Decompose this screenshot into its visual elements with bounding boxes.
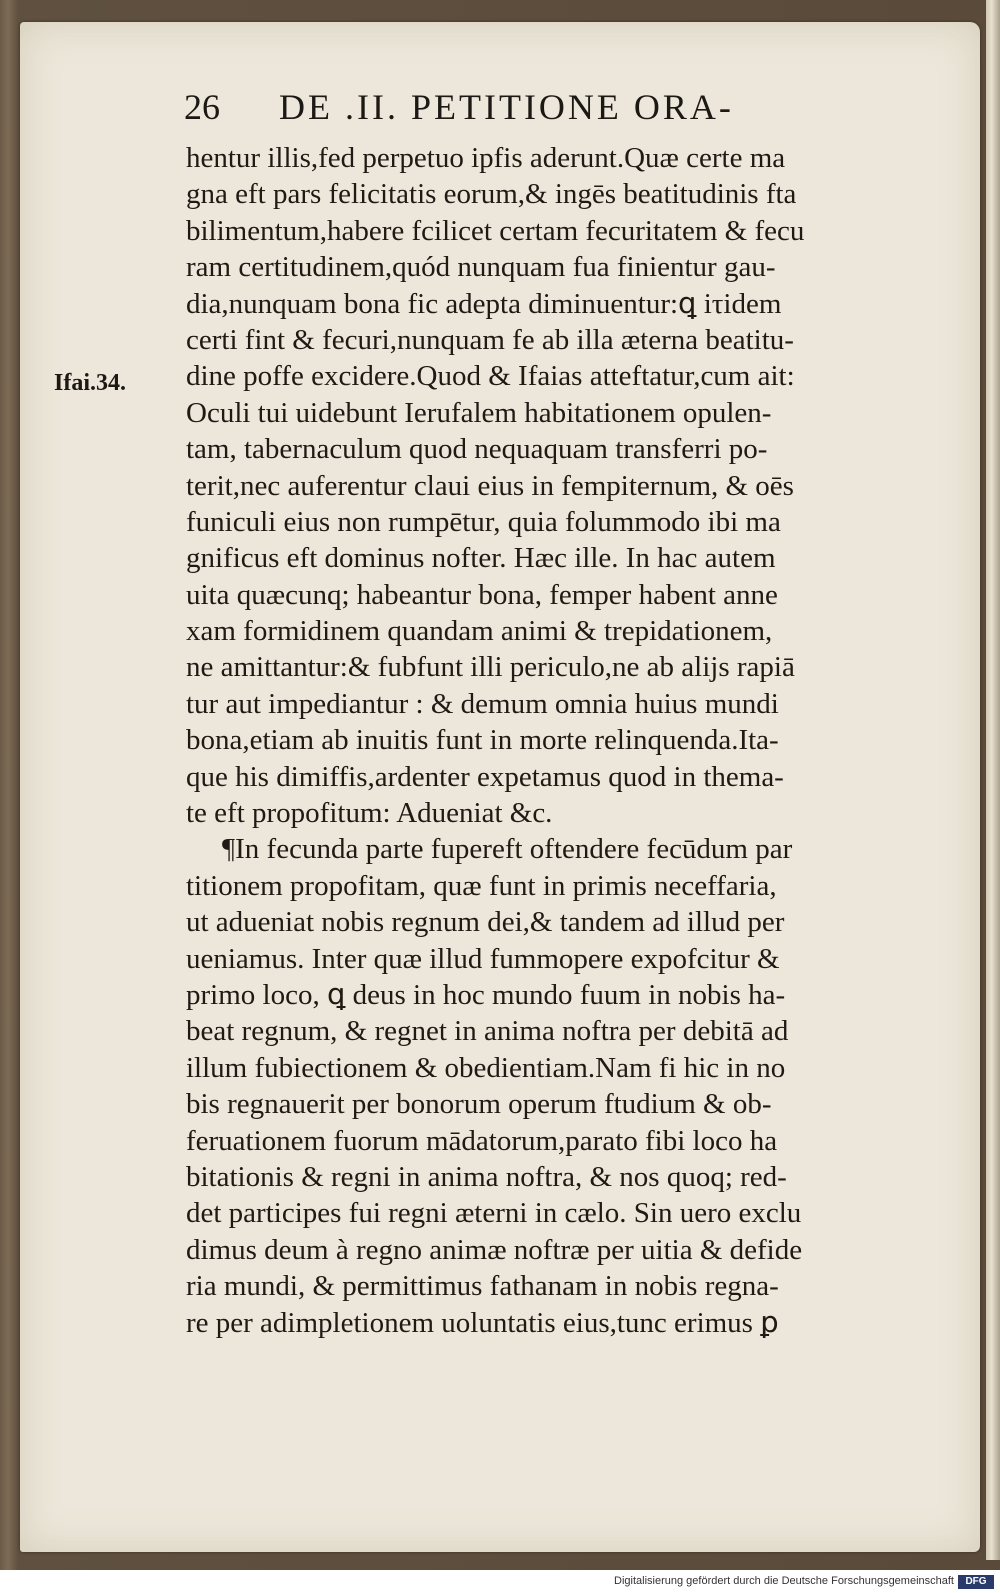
text-line: dine poffe excidere.Quod & Ifaias atteftatur,cum ait: — [186, 360, 795, 393]
text-line: ne amittantur:& fubfunt illi periculo,ne ab alijs rapiā — [186, 651, 795, 684]
text-line: bona,etiam ab inuitis funt in morte relinquenda.Ita- — [186, 724, 779, 757]
dfg-logo: DFG — [958, 1575, 994, 1589]
running-header — [184, 86, 824, 128]
text-line: uita quæcunq; habeantur bona, femper habent anne — [186, 578, 778, 611]
text-line: dia,nunquam bona fic adepta diminuentur:ꝗ iτidem — [186, 287, 782, 320]
text-line: illum fubiectionem & obedientiam.Nam fi hic in no — [186, 1051, 786, 1084]
text-line: xam formidinem quandam animi & trepidationem, — [186, 615, 773, 648]
text-line: titionem propofitam, quæ funt in primis neceffaria, — [186, 869, 777, 902]
text-line: ueniamus. Inter quæ illud fummopere expofcitur & — [186, 942, 780, 975]
text-line: feruationem fuorum mādatorum,parato fibi loco ha — [186, 1124, 778, 1157]
text-line: certi fint & fecuri,nunquam fe ab illa æterna beatitu- — [186, 323, 794, 356]
body-text — [186, 140, 906, 1341]
page-edge — [986, 0, 1000, 1560]
text-line: que his dimiffis,ardenter expetamus quod in thema- — [186, 760, 784, 793]
page-number: 26 — [184, 87, 220, 127]
text-line: funiculi eius non rumpētur, quia folummodo ibi ma — [186, 505, 781, 538]
text-line: gnificus eft dominus nofter. Hæc ille. In hac autem — [186, 542, 776, 575]
text-line: gna eft pars felicitatis eorum,& ingēs beatitudinis fta — [186, 178, 797, 211]
text-line: te eft propofitum: Adueniat &c. — [186, 797, 553, 830]
running-title: DE .II. PETITIONE ORA- — [279, 87, 734, 127]
text-line: terit,nec auferentur claui eius in fempiternum, & oēs — [186, 469, 794, 502]
text-line: ria mundi, & permittimus fathanam in nobis regna- — [186, 1270, 779, 1303]
text-line: det participes fui regni æterni in cælo. Sin uero exclu — [186, 1197, 802, 1230]
text-line: tur aut impediantur : & demum omnia huius mundi — [186, 687, 779, 720]
text-line: primo loco, ꝗ deus in hoc mundo fuum in nobis ha- — [186, 978, 786, 1011]
funding-credit: Digitalisierung gefördert durch die Deutsche Forschungsgemeinschaft — [614, 1575, 954, 1587]
text-line: dimus deum à regno animæ noftræ per uitia & defide — [186, 1233, 803, 1266]
text-line: Oculi tui uidebunt Ierufalem habitationem opulen- — [186, 396, 772, 429]
text-line: ram certitudinem,quód nunquam fua finientur gau- — [186, 251, 776, 284]
text-line: re per adimpletionem uoluntatis eius,tunc erimus ꝑ — [186, 1306, 779, 1339]
footer-bar — [0, 1571, 1000, 1593]
text-line: bitationis & regni in anima noftra, & nos quoq; red- — [186, 1160, 787, 1193]
text-line: ut adueniat nobis regnum dei,& tandem ad illud per — [186, 906, 785, 939]
text-line: tam, tabernaculum quod nequaquam transferri po- — [186, 433, 768, 466]
text-line: hentur illis,fed perpetuo ipfis aderunt.Quæ certe ma — [186, 142, 786, 174]
text-line: bis regnauerit per bonorum operum ftudium & ob- — [186, 1088, 772, 1121]
text-line: beat regnum, & regnet in anima noftra per debitā ad — [186, 1015, 789, 1048]
paragraph-start-line: ¶In fecunda parte fupereft oftendere fecūdum par — [222, 833, 793, 866]
margin-note: Ifai.34. — [54, 370, 126, 396]
text-line: bilimentum,habere fcilicet certam fecuritatem & fecu — [186, 214, 805, 247]
